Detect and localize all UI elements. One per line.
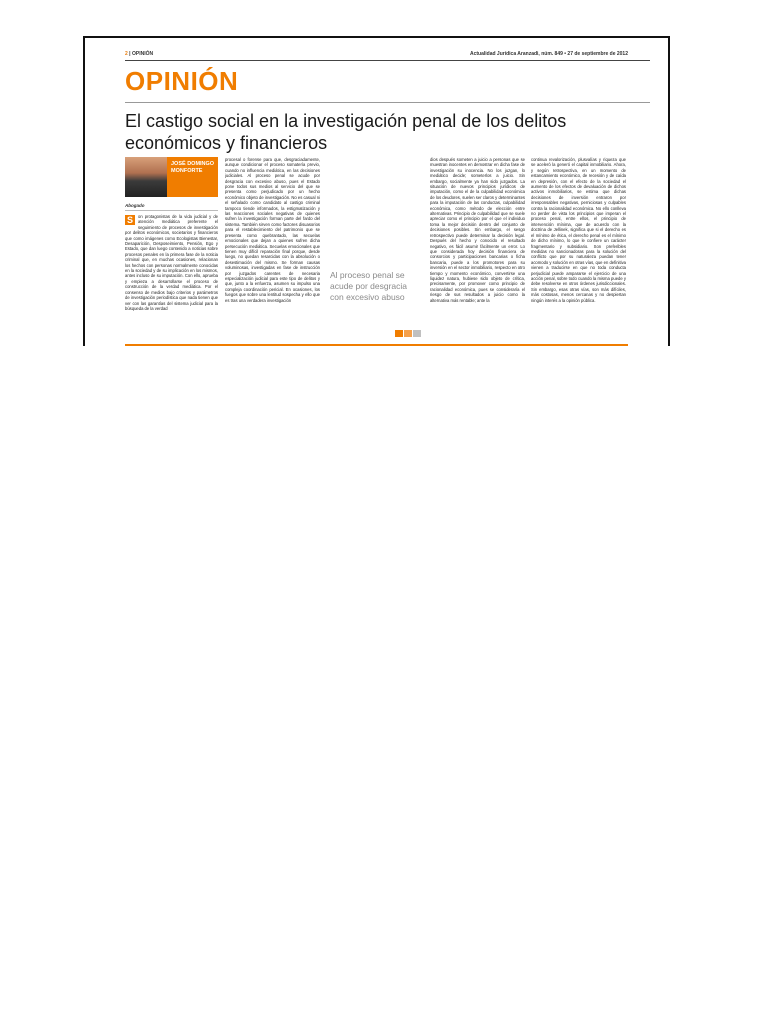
section-rule — [125, 102, 650, 103]
column-4-text: continua revalorización, plusvalías y riqueza que se aceleró la generó el capital inmobiliario. Ahora, y según retrospectiva, en un momento de estancamiento económico, de recesión y de caída en depresión, con el efecto de la sociedad el aumento de los efectos de devaluación de dichos activos inmobiliarios, se estima que dichas decisiones de inversión entraron por irresponsables negativas, perniciosas y culpables contra la racionalidad económica. No ello conlleva no perder de vista los principios que imperan el proceso penal, entre ellos, el principio de intervención mínima, que de acuerdo con la doctrina de Jellinek, significa que si el derecho es el mínimo de ética, el derecho penal es el mínimo de dicho mínimo, lo que le confiere un carácter fragmentario y subsidiario. Son preferibles medidas no sancionadoras para la solución del conflicto que por su naturaleza puedan tener acomodo y solución en otras vías, que en definitiva vienen a traducirse en que no toda conducta perjudicial puede ampararse el ejercicio de una acción penal, sobre todo cuando la misma puede y debe resolverse en otros órdenes jurisdiccionales. Sin embargo, esas otras vías, son más difíciles, más costosas, menos cercanas y no despiertan ningún interés a la opinión pública. — [531, 157, 626, 303]
author-box — [125, 157, 218, 197]
section-title: OPINIÓN — [125, 66, 239, 96]
drop-cap: S — [126, 215, 133, 225]
square-1 — [395, 330, 403, 337]
publication-line: Actualidad Jurídica Aranzadi, núm. 849 • 27 de septiembre de 2012 — [469, 51, 628, 57]
header-rule — [125, 60, 650, 61]
article-headline: El castigo social en la investigación penal de los delitos económicos y financieros — [125, 111, 567, 153]
author-photo — [125, 157, 167, 197]
decorative-squares — [395, 324, 422, 332]
column-3-text: dios después someten a juicio a personas que se muestran inocentes en demostrar en dicha fase de investigación su inocencia. No los juzgan, lo mediático decide; someterlos a juicio. Sin embargo, socialmente ya han sido juzgados. La situación de nuevos principios jurídicos de imputación, como el de la culpabilidad económica de los deudores, suelen ser claros y determinantes para la imputación de las conductas, culpabilidad económica, como método de elección entre alternativas. Principio de culpabilidad que se suele apreciar como el principio por el que el individuo toma la mejor decisión dentro del conjunto de decisiones posibles. Sin embargo, el sesgo retrospectivo puede determinar la decisión legal. Después del hecho y conocido el resultado negativo, es fácil asumir fácilmente un error. Lo que considerada hoy decisión financiera de consorcios y participaciones bancarias o ficha bancaria, puede a los promotores para su inversión en el sector inmobiliario, respecto en otro tiempo y momento económico, convertirse una liquidez natura, hubiese sido objeto de crítica, precisamente, por promover como principio de racionalidad económica, pues se consideraría el riesgo de sus resultados a juicio como la alternativa más rentable; ante la — [430, 157, 525, 303]
article-column-1 — [125, 214, 218, 342]
page-number: 2 — [125, 51, 128, 57]
column-1-text: on protagonistas de la vida judicial y de atención mediática preferente el seguimiento de procesos de investigación por delitos económicos, societarios y financieros que como imágenes como Ecologistas Bienestar, Desaparición, Desposeimiento, Pensión, Ego y Estado, que dan luego contenido a noticias sobre procesos penales en la primera fase de la noticia criminal que, en muchas ocasiones, relacionan los hechos con personas normalmente conocidas en la sociedad y de su implicación en los mismos, antes incluso de su imputación. Con ello, aprueba y empieza a desarrollarse el proceso de construcción de la verdad mediática. Por el consenso de medios bajo criterios y parámetros de investigación periodística que nada tienen que ver con las garantías del sistema judicial para la búsqueda de la verdad — [125, 214, 218, 311]
running-head-section: OPINIÓN — [131, 51, 154, 57]
article-column-4 — [531, 157, 626, 342]
newspaper-page — [83, 36, 670, 346]
pull-quote: Al proceso penal se acude por desgracia con excesivo abuso — [330, 270, 408, 302]
running-head-left: 2 | OPINIÓN — [125, 51, 154, 57]
author-name: JOSÉ DOMINGO MONFORTE — [171, 161, 215, 174]
column-2-text: procesal o forense para que, desgraciadamente, aunque condicionar el proceso somatería previo, cuando no influencia mediática, en las decisiones judiciales. Al proceso penal se acude por desgracia con excesivo abuso, pues el Estado pone todos sus medios al servicio del que se presenta como perjudicado por un hecho económico objeto de investigación. No es casual ni el señalado como candidato al castigo criminal tampoco tiende informados, la estigmatización y las reacciones sociales negativas de quienes sufren la investigación forman parte del fardo del sistema. También sirven como factores disuasorios para el restablecimiento del patrimonio que se presenta como quebrantado, las secuelas emocionales que dejan a quienes sufren dicha persecución mediática. Secuelas emocionales que tienen muy difícil reparación final porque, desde luego, no quedan resarcidas con la absolución o desestimación del mismo. Se forman causas voluminosas, investigadas en fase de instrucción por juzgados carentes de necesaria especialización judicial para este tipo de delitos y que, junto a la enfuerza, asumen su impulso una compleja coordinación pericial. En ocasiones, los fuegos que sobre una lentitud sospecha y ello que es tras una verdadera investigación — [225, 157, 320, 303]
author-role: Abogado — [125, 203, 145, 208]
bottom-accent-rule — [125, 344, 628, 346]
article-column-2 — [225, 157, 320, 342]
square-2 — [404, 330, 412, 337]
square-3 — [413, 330, 421, 337]
article-column-3 — [430, 157, 525, 342]
author-role-rule — [125, 210, 218, 211]
